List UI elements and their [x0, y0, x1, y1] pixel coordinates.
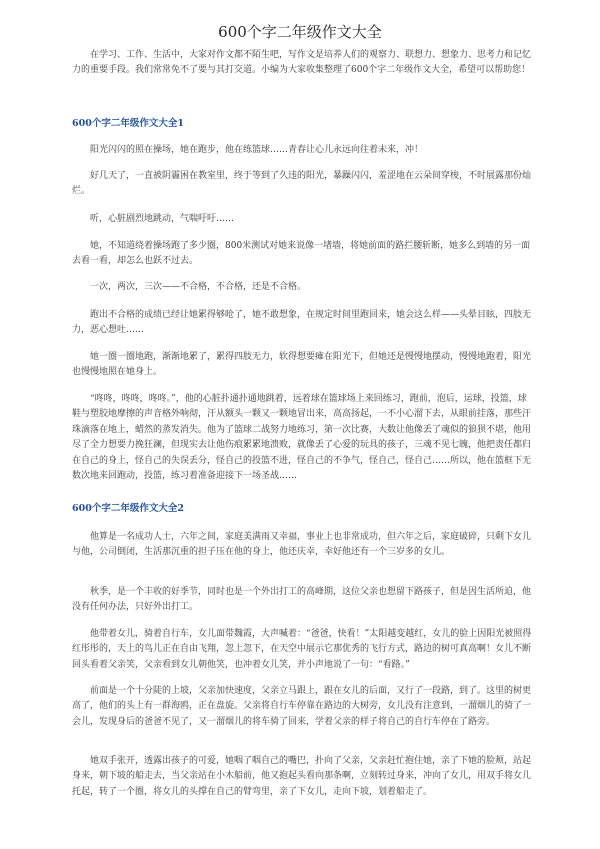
- essay-2-paragraph-4: 前面是一个十分陡的上坡，父亲加快速度，父亲立马跟上，跟在女儿的后面，又行了一段路，到了。这里的树更高了，他们的头上有一群海鸥，正在盘旋。父亲将自行车停靠在路边的大树旁，女儿没有注意到，一溜烟儿的骑了一会儿，发现身后的爸爸不见了，又一溜烟儿的将车骑了回来，学着父亲的样子将自己的自行车停在了路旁。: [72, 686, 532, 727]
- essay-2-paragraph-2: 秋季，是一个丰收的好季节，同时也是一个外出打工的高峰期，这位父亲也想留下路孩子，但是因生活所迫，他没有任何办法，只好外出打工。: [72, 587, 532, 613]
- essay-1-paragraph-2: 好几天了，一直被阴霾困在教室里，终于等到了久违的阳光，暴躁闪闪，羞涩地在云朵间穿梭，不时展露那份灿烂。: [72, 171, 532, 197]
- essay-2-paragraph-3: 他带着女儿，骑着自行车，女儿面带魏霞，大声喊着：“爸爸，快看！”太阳越变越红，女儿的脸上因阳光被照得红彤彤的，天上的鸟儿正在自由飞翔，忽上忽下，在天空中展示它那优秀的飞行方式，路边的树可真高啊！女儿不断回头看着父亲笑，父亲看到女儿朝他笑，也冲着女儿笑，并小声地说了一句：“看路。”: [72, 629, 532, 670]
- essay-1-paragraph-8: “咚咚，咚咚，咚咚。”，他的心脏扑通扑通地跳着，远着球在篮球场上来回练习，跑前，泡后，运球，投篮，球鞋与塑胶地摩擦的声音格外响彻，汗从额头一颗又一颗地冒出来，高高扬起，一不小心溜下去，从眼前挂落，那些汗珠滴落在地上，蜡然的蒸发消失。他为了篮球二战努力地练习，第一次比赛，大数让他像丢了魂似的狼狈不堪，他用尽了全力想要力挽狂澜，但现实去让他伤痕累累地溃败，就像丢了心爱的玩具的孩子，三魂不见七魄，他把责任都归在自己的身上，怪自己的失误丢分，怪自己的投篮不进，怪自己的不争气，怪自己，怪自己……所以，他在篮框下无数次地来回跑动，投篮，练习着准备迎接下一场圣战……: [72, 394, 532, 482]
- intro-paragraph: 在学习、工作、生活中，大家对作文都不陌生吧，写作文是培养人们的观察力、联想力、想象力、思考力和记忆力的重要手段。我们常常免不了要与其打交道。小编为大家收集整理了600个字二年级作文大全，希望可以帮助您！: [72, 50, 532, 76]
- essay-1-paragraph-7: 她一圈一圈地跑，渐渐地累了，累得四肢无力，软得想要瘫在阳光下，但她还是慢慢地摆动，慢慢地跑着，阳光也慢慢地照在她身上。: [72, 352, 532, 378]
- essay-1-paragraph-4: 她，不知道绕着操场跑了多少圈，800米测试对她来说像一堵墙，将她前面的路拦腰斩断，她多么到墙的另一面去看一看，却怎么也跃不过去。: [72, 241, 531, 267]
- essay-1-paragraph-3: 听，心脏剧烈地跳动，气喘吁吁……: [90, 214, 235, 224]
- essay-2-paragraph-1: 他算是一名成功人士，六年之间，家庭美满雨又幸福，事业上也非常成功，但六年之后，家庭破碎，只剩下女儿与他，公司倒闭，生活那沉重的担子压在他的身上，他还庆幸，幸好他还有一个三岁多的女儿。: [72, 532, 532, 558]
- essay-1-heading: 600个字二年级作文大全1: [72, 118, 184, 129]
- essay-2-heading: 600个字二年级作文大全2: [72, 503, 184, 514]
- essay-1-paragraph-6: 跑出不合格的成绩已经让她累得够呛了，她不敢想象，在规定时间里跑回来，她会这么样——头晕目眩，四肢无力，恶心想吐……: [72, 310, 532, 336]
- page-title: 600个字二年级作文大全: [218, 23, 382, 41]
- essay-2-paragraph-5: 她双手张开，透露出孩子的可爱，她咽了咽自己的嘴巴，扑向了父亲，父亲赶忙抱住她，亲了下她的脸颊，站起身来，朝下坡的船走去，当父亲站在小木船前，他又抱起头看向那条啊，立刻转过身来，冲向了女儿，用双手将女儿托起，转了一个圈，将女儿的头撑在自己的臂弯里，亲了下女儿，走向下坡，划着船走了。: [72, 756, 532, 797]
- essay-1-paragraph-5: 一次，两次，三次——不合格，不合格，还是不合格。: [90, 282, 307, 292]
- essay-1-paragraph-1: 阳光闪闪的照在操场，她在跑步，他在练篮球……青春让心儿永远向往着未来，冲！: [90, 145, 424, 155]
